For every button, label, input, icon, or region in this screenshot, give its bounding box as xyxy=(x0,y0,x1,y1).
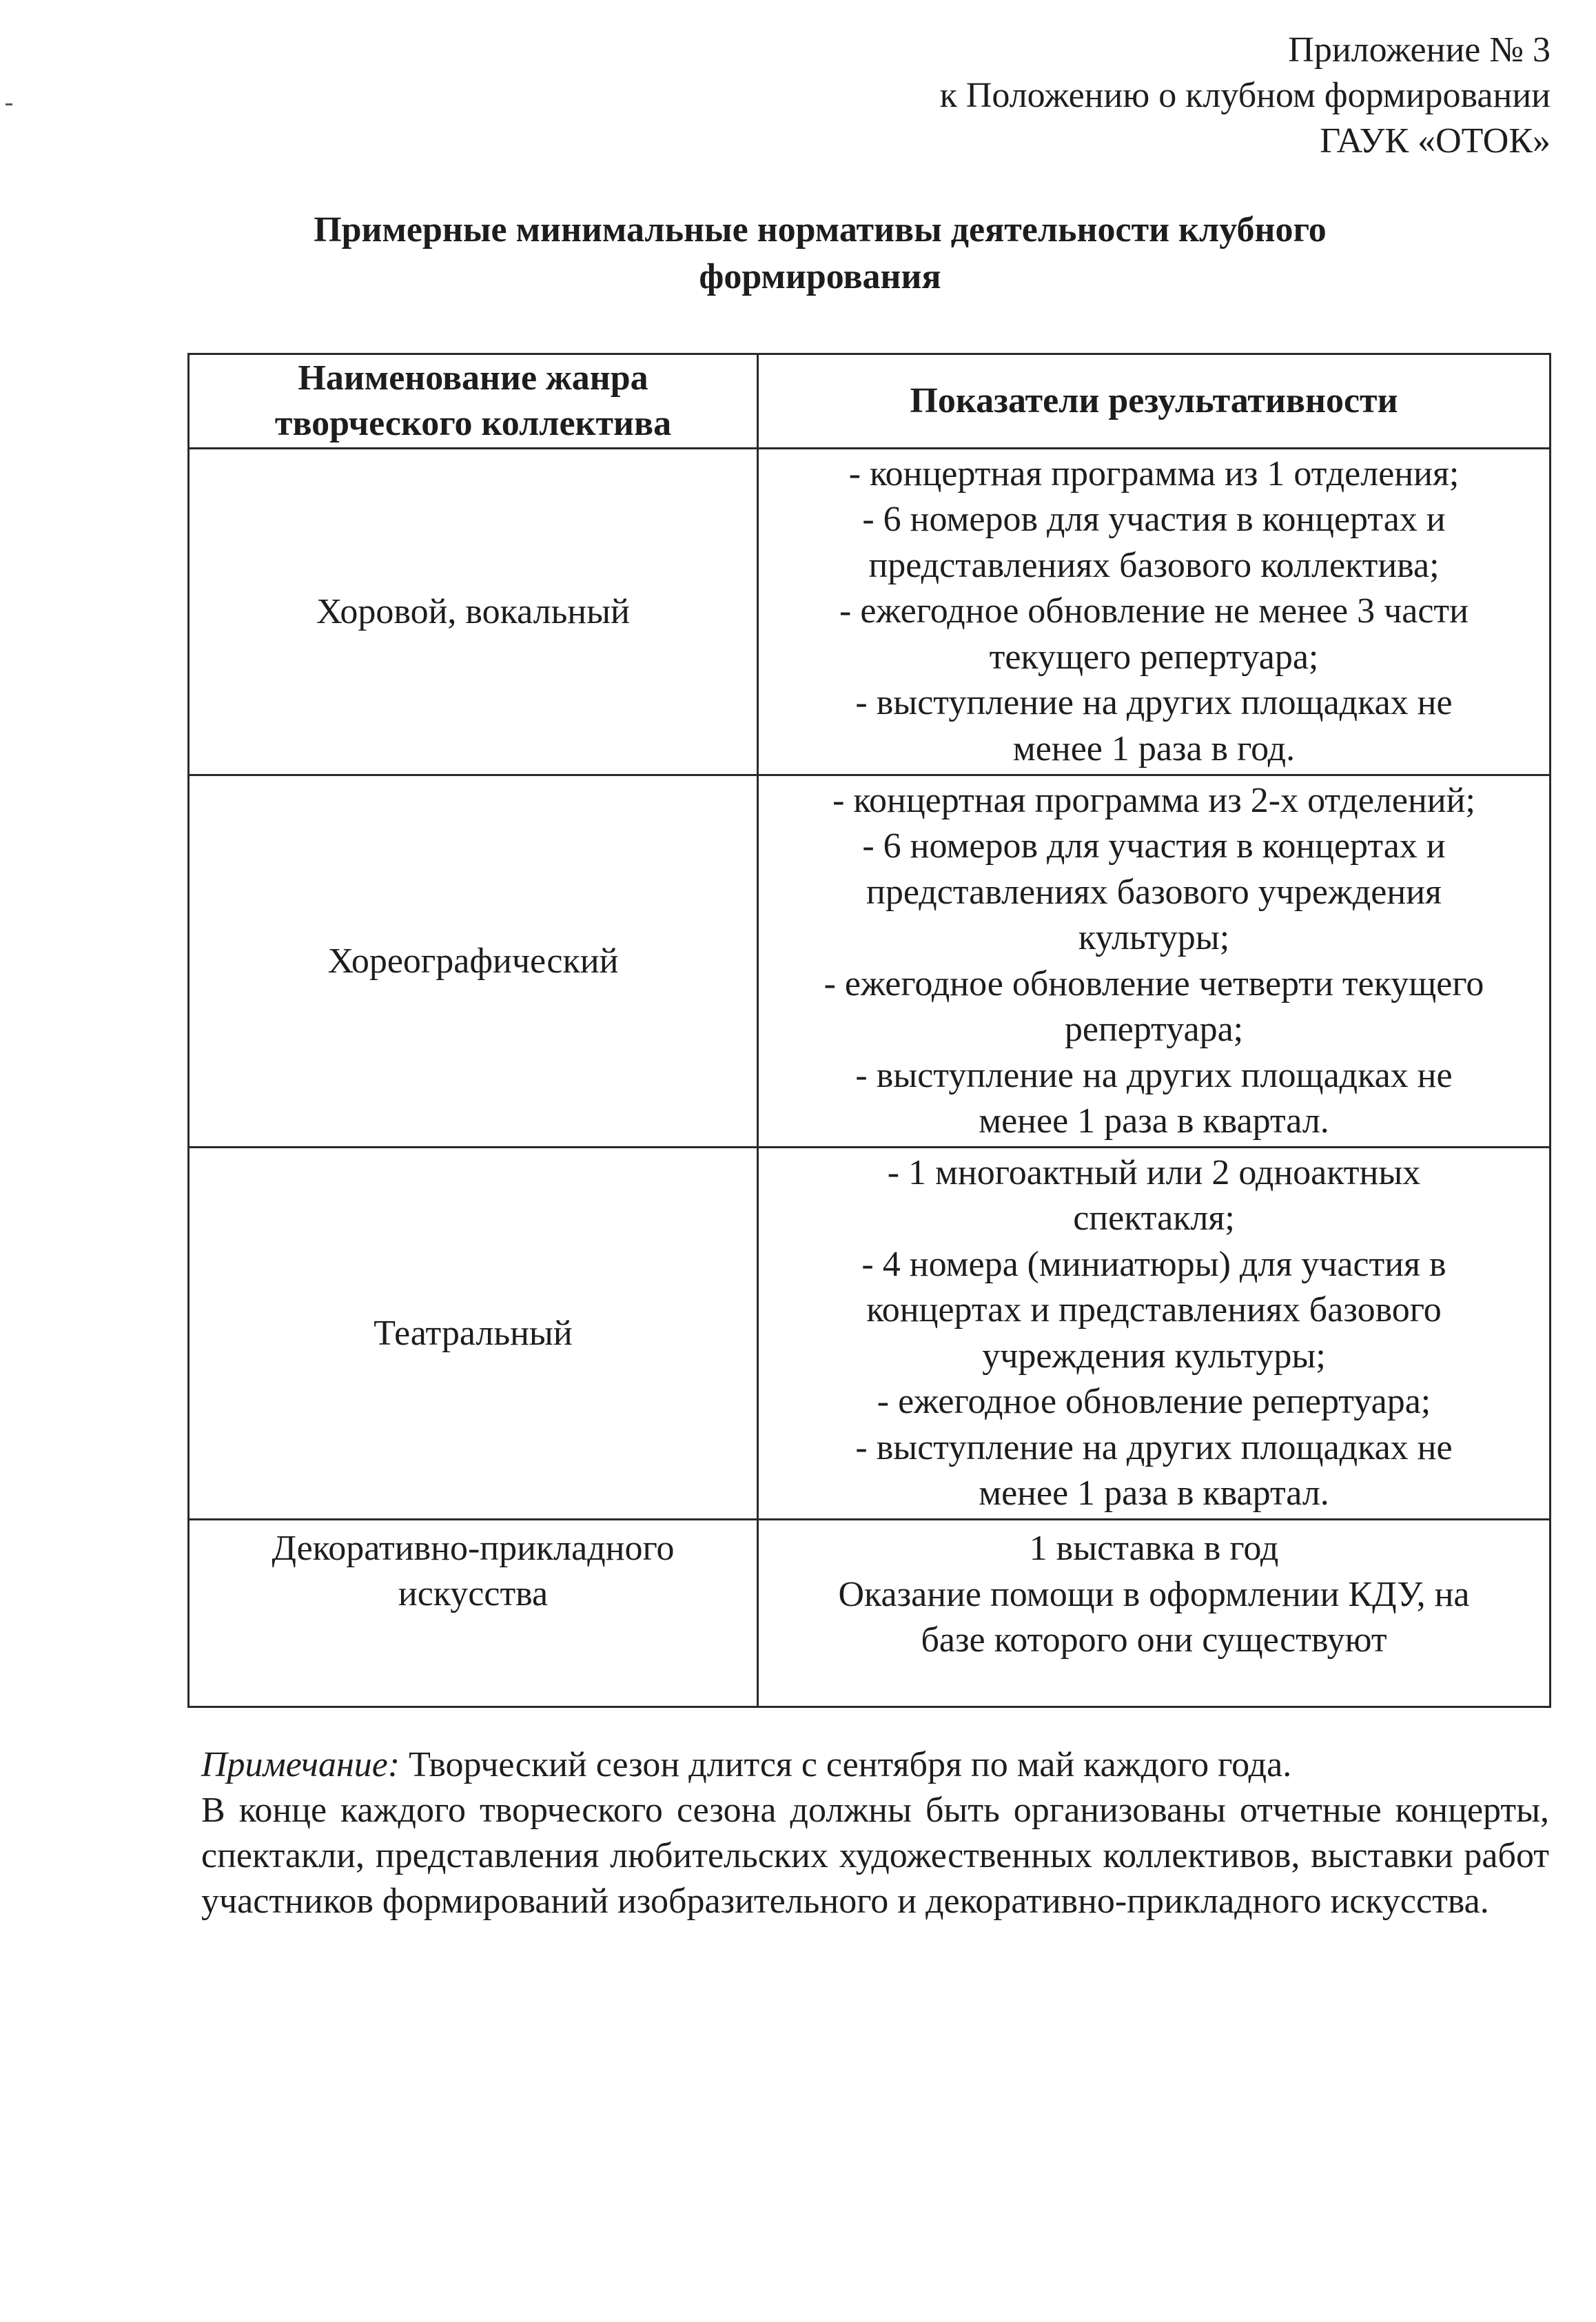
genre-cell: Хореографический xyxy=(189,775,758,1148)
document-title xyxy=(186,207,1454,301)
indicator-line: 1 выставка в год xyxy=(1029,1529,1279,1568)
indicator-line: - ежегодное обновление не менее 3 части xyxy=(839,591,1469,631)
header-indicators: Показатели результативности xyxy=(758,354,1551,449)
note-first-line xyxy=(201,1742,1549,1788)
note-paragraph: В конце каждого творческого сезона должны быть организованы отчетные концерты, спектакли, представления любительских художественных коллективов, выставки работ участников формирований изобразительного и декоративно-прикладного искусства. xyxy=(201,1791,1549,1921)
note-block xyxy=(201,1742,1549,1924)
indicator-line: репертуара; xyxy=(1064,1010,1244,1049)
header-genre: Наименование жанра творческого коллектива xyxy=(189,354,758,449)
indicator-line: - выступление на других площадках не xyxy=(855,1055,1453,1095)
genre-cell: Декоративно-прикладного искусства xyxy=(189,1520,758,1707)
document-title-line-1: Примерные минимальные нормативы деятельности клубного xyxy=(314,210,1327,249)
appendix-number: Приложение № 3 xyxy=(1288,30,1551,70)
indicator-line: - 6 номеров для участия в концертах и xyxy=(862,500,1446,540)
indicator-line: культуры; xyxy=(1078,918,1230,957)
table-row xyxy=(189,1148,1551,1520)
indicator-line: менее 1 раза в год. xyxy=(1012,729,1296,768)
indicator-line: - концертная программа из 2-х отделений; xyxy=(832,780,1475,820)
indicators-cell xyxy=(758,1148,1551,1520)
indicator-line: менее 1 раза в квартал. xyxy=(979,1474,1329,1513)
note-label: Примечание: xyxy=(201,1745,400,1784)
table-row xyxy=(189,1520,1551,1707)
table-header-row xyxy=(189,354,1551,449)
note-season-text: Творческий сезон длится с сентября по май каждого года. xyxy=(409,1745,1292,1784)
indicator-line: представлениях базового коллектива; xyxy=(868,545,1440,585)
indicator-line: - выступление на других площадках не xyxy=(855,1427,1453,1467)
indicators-cell xyxy=(758,1520,1551,1707)
indicator-line: - 1 многоактный или 2 одноактных xyxy=(887,1152,1421,1192)
table-row xyxy=(189,449,1551,775)
table-row xyxy=(189,775,1551,1148)
indicators-cell xyxy=(758,775,1551,1148)
appendix-reference: к Положению о клубном формировании xyxy=(939,76,1551,115)
norms-table xyxy=(187,353,1551,1708)
indicator-line: базе которого они существуют xyxy=(921,1620,1387,1660)
indicator-line: - концертная программа из 1 отделения; xyxy=(848,454,1460,493)
document-title-line-2: формирования xyxy=(699,257,941,296)
appendix-header xyxy=(655,28,1551,164)
indicator-line: Оказание помощи в оформлении КДУ, на xyxy=(838,1574,1470,1614)
genre-cell: Хоровой, вокальный xyxy=(189,449,758,775)
indicator-line: - ежегодное обновление репертуара; xyxy=(877,1382,1431,1421)
indicator-line: учреждения культуры; xyxy=(982,1336,1326,1376)
indicator-line: спектакля; xyxy=(1073,1199,1235,1238)
organization-name: ГАУК «ОТОК» xyxy=(1320,121,1551,161)
indicator-line: менее 1 раза в квартал. xyxy=(979,1101,1329,1141)
scan-artifact xyxy=(6,103,12,105)
indicator-line: представлениях базового учреждения xyxy=(866,872,1442,912)
indicator-line: текущего репертуара; xyxy=(989,637,1319,677)
indicators-cell xyxy=(758,449,1551,775)
indicator-line: концертах и представлениях базового xyxy=(866,1290,1442,1330)
indicator-line: - 4 номера (миниатюры) для участия в xyxy=(861,1244,1446,1284)
indicator-line: - ежегодное обновление четверти текущего xyxy=(823,964,1484,1004)
indicator-line: - 6 номеров для участия в концертах и xyxy=(862,826,1446,866)
genre-cell: Театральный xyxy=(189,1148,758,1520)
indicator-line: - выступление на других площадках не xyxy=(855,683,1453,723)
